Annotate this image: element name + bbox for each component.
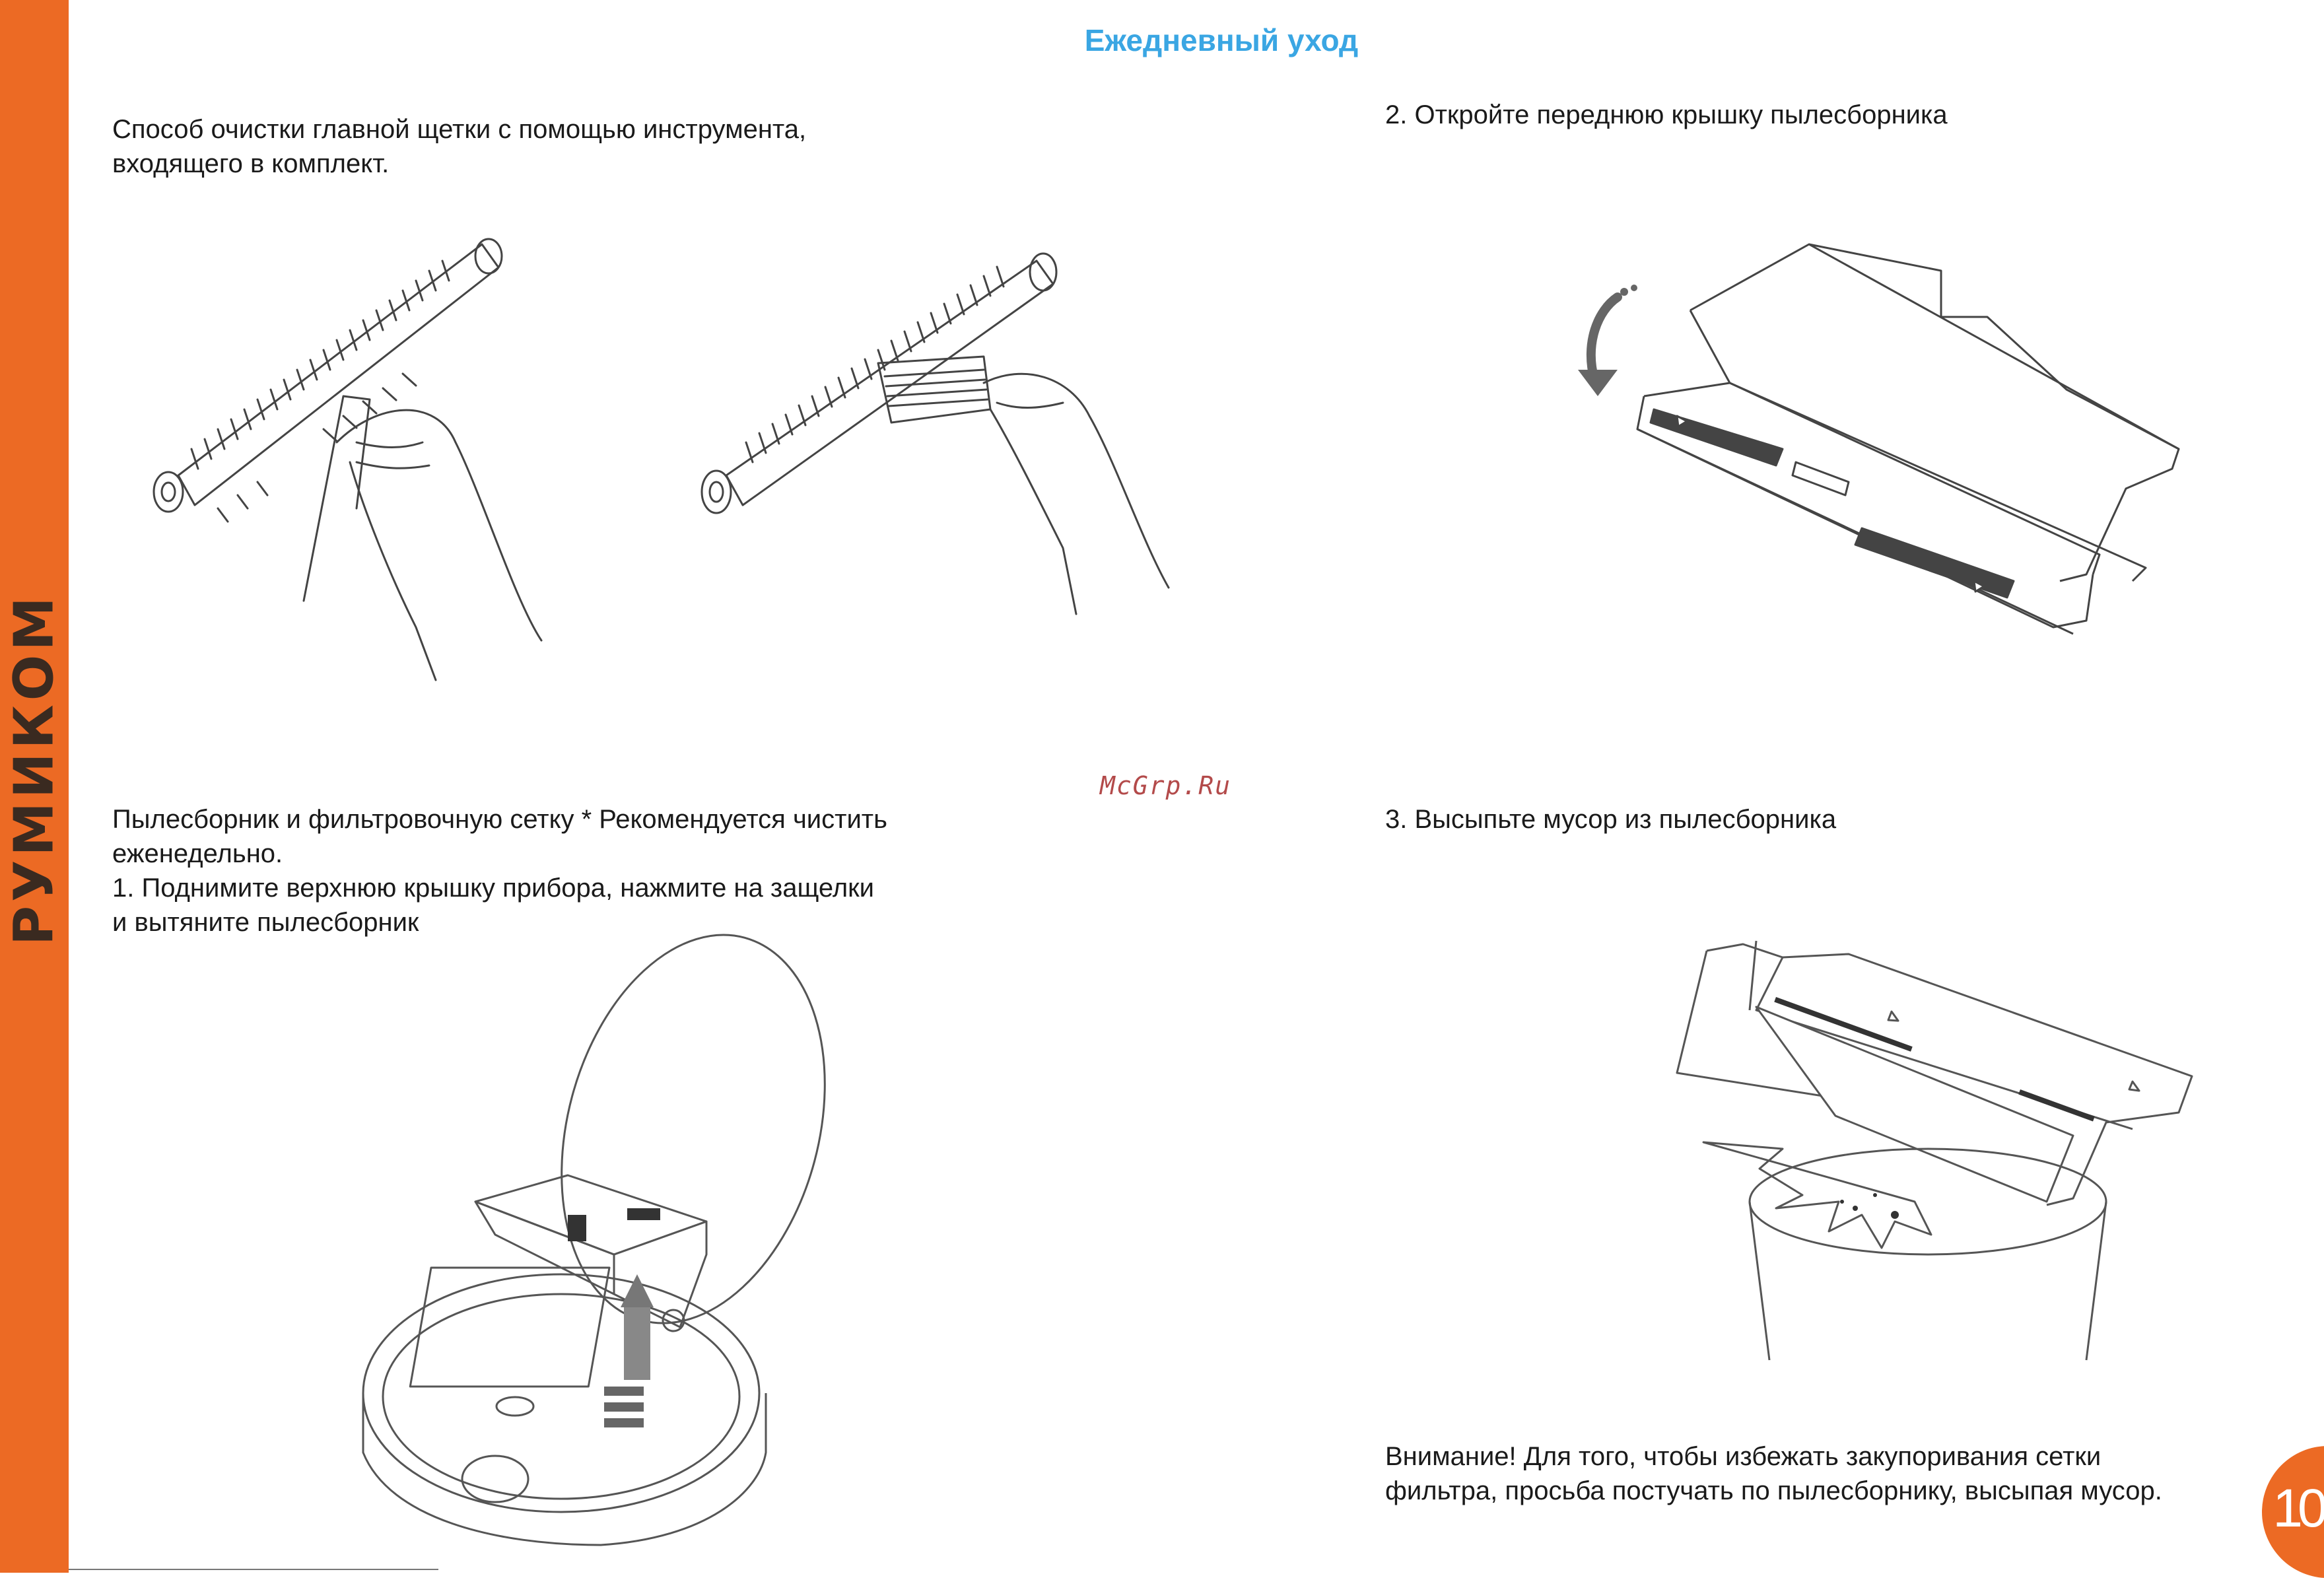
step2-text bbox=[1385, 98, 1948, 132]
text-line: 3. Высыпьте мусор из пылесборника bbox=[1385, 805, 1837, 834]
watermark: McGrp.Ru bbox=[1100, 771, 1232, 800]
sidebar-strip bbox=[0, 0, 69, 1573]
dustbin-section-text bbox=[112, 802, 887, 940]
text-line: еженедельно. bbox=[112, 839, 283, 868]
dustbin-open-cover-illustration bbox=[1558, 238, 2192, 634]
bottom-rule bbox=[69, 1569, 438, 1570]
text-line: Способ очистки главной щетки с помощью инструмента, bbox=[112, 115, 807, 144]
text-line: 2. Откройте переднюю крышку пылесборника bbox=[1385, 100, 1948, 129]
text-line: 1. Поднимите верхнюю крышку прибора, нажмите на защелки bbox=[112, 874, 875, 903]
text-line: Пылесборник и фильтровочную сетку * Рекомендуется чистить bbox=[112, 805, 887, 834]
brush-cleaning-tool-illustration-2 bbox=[693, 244, 1195, 614]
arrow-up-icon bbox=[621, 1274, 654, 1307]
dustbin-emptying-illustration bbox=[1677, 938, 2205, 1360]
robot-vacuum-remove-dustbin-illustration bbox=[363, 1017, 838, 1558]
warning-text bbox=[1385, 1439, 2162, 1508]
text-line: и вытяните пылесборник bbox=[112, 908, 419, 937]
text-line: входящего в комплект. bbox=[112, 149, 390, 178]
brand-vertical-label: РУМИКОМ bbox=[3, 593, 66, 945]
step3-text bbox=[1385, 802, 1836, 837]
page-title: Ежедневный уход bbox=[1084, 23, 1359, 57]
text-line: фильтра, просьба постучать по пылесборнику, высыпая мусор. bbox=[1385, 1476, 2162, 1505]
page-number: 10 bbox=[2273, 1478, 2323, 1538]
text-line: Внимание! Для того, чтобы избежать закупоривания сетки bbox=[1385, 1442, 2102, 1471]
brush-cleaning-text bbox=[112, 112, 806, 181]
curved-arrow-icon bbox=[1591, 297, 1618, 380]
brush-cleaning-tool-illustration-1 bbox=[139, 231, 588, 680]
